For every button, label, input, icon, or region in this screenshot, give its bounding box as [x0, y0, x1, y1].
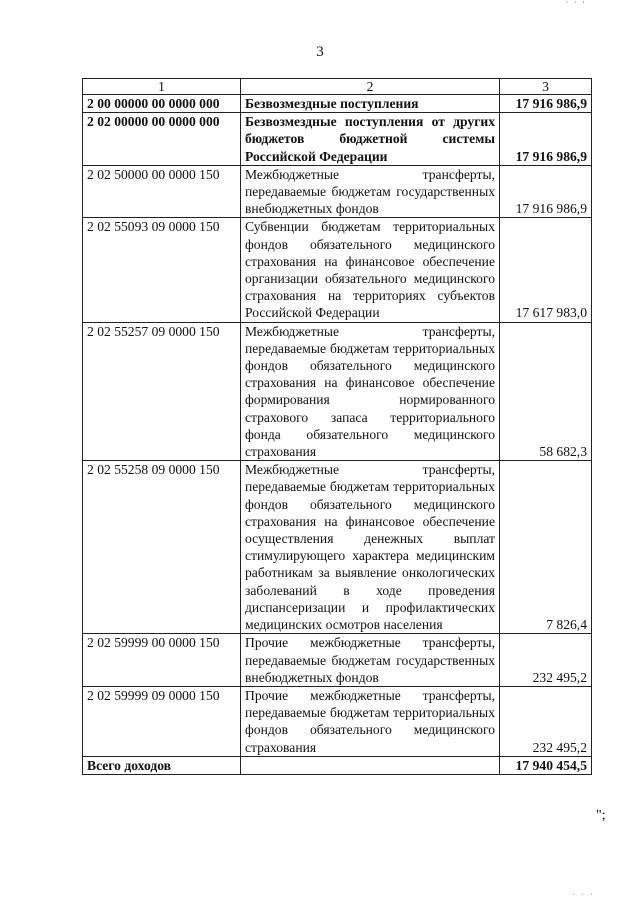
column-header-code: 1 — [83, 79, 241, 95]
table-row — [83, 461, 592, 634]
scan-mark-bottom: . . . — [572, 887, 595, 898]
budget-code-cell: 2 02 50000 00 0000 150 — [83, 165, 241, 218]
budget-code-cell: 2 02 59999 09 0000 150 — [83, 686, 241, 756]
budget-code-cell: 2 02 55257 09 0000 150 — [83, 322, 241, 461]
budget-code-cell: 2 02 00000 00 0000 000 — [83, 113, 241, 166]
revenue-name-cell: Межбюджетные трансферты, передаваемые бюджетам территориальных фондов обязательного медицинского страхования на финансовое обеспечение формирования нормированного страхового запаса территориального фонда обязательного медицинского страхования — [241, 322, 500, 461]
table-header-row — [83, 79, 592, 95]
revenue-name-cell: Безвозмездные поступления — [241, 95, 500, 113]
amount-cell: 17 916 986,9 — [500, 113, 592, 166]
budget-code-cell: 2 02 55258 09 0000 150 — [83, 461, 241, 634]
amount-cell: 17 916 986,9 — [500, 95, 592, 113]
revenue-name-cell: Прочие межбюджетные трансферты, передаваемые бюджетам государственных внебюджетных фондов — [241, 634, 500, 687]
total-label: Всего доходов — [83, 756, 241, 774]
table-row — [83, 113, 592, 166]
column-header-amount: 3 — [500, 79, 592, 95]
table-row — [83, 218, 592, 322]
amount-cell: 7 826,4 — [500, 461, 592, 634]
table-row — [83, 95, 592, 113]
revenue-name-cell: Прочие межбюджетные трансферты, передаваемые бюджетам территориальных фондов обязательного медицинского страхования — [241, 686, 500, 756]
total-row — [83, 756, 592, 774]
amount-cell: 17 617 983,0 — [500, 218, 592, 322]
amount-cell: 232 495,2 — [500, 686, 592, 756]
revenue-table — [82, 78, 592, 775]
amount-cell: 232 495,2 — [500, 634, 592, 687]
table-row — [83, 686, 592, 756]
revenue-name-cell: Субвенции бюджетам территориальных фондов обязательного медицинского страхования на финансовое обеспечение организации обязательного медицинского страхования на территориях субъектов Российской Федерации — [241, 218, 500, 322]
amount-cell: 58 682,3 — [500, 322, 592, 461]
total-empty-cell — [241, 756, 500, 774]
closing-quote: "; — [596, 808, 606, 823]
total-amount: 17 940 454,5 — [500, 756, 592, 774]
revenue-name-cell: Безвозмездные поступления от других бюджетов бюджетной системы Российской Федерации — [241, 113, 500, 166]
revenue-name-cell: Межбюджетные трансферты, передаваемые бюджетам территориальных фондов обязательного медицинского страхования на финансовое обеспечение осуществления денежных выплат стимулирующего характера медицинским работникам за выявление онкологических заболеваний в ходе проведения диспансеризации и профилактических медицинских осмотров населения — [241, 461, 500, 634]
budget-code-cell: 2 02 59999 00 0000 150 — [83, 634, 241, 687]
page-number: 3 — [316, 44, 324, 60]
column-header-name: 2 — [241, 79, 500, 95]
amount-cell: 17 916 986,9 — [500, 165, 592, 218]
table-row — [83, 165, 592, 218]
budget-code-cell: 2 02 55093 09 0000 150 — [83, 218, 241, 322]
table-row — [83, 634, 592, 687]
table-row — [83, 322, 592, 461]
scan-mark-top: ' ' ' — [566, 0, 587, 11]
budget-code-cell: 2 00 00000 00 0000 000 — [83, 95, 241, 113]
revenue-name-cell: Межбюджетные трансферты, передаваемые бюджетам государственных внебюджетных фондов — [241, 165, 500, 218]
